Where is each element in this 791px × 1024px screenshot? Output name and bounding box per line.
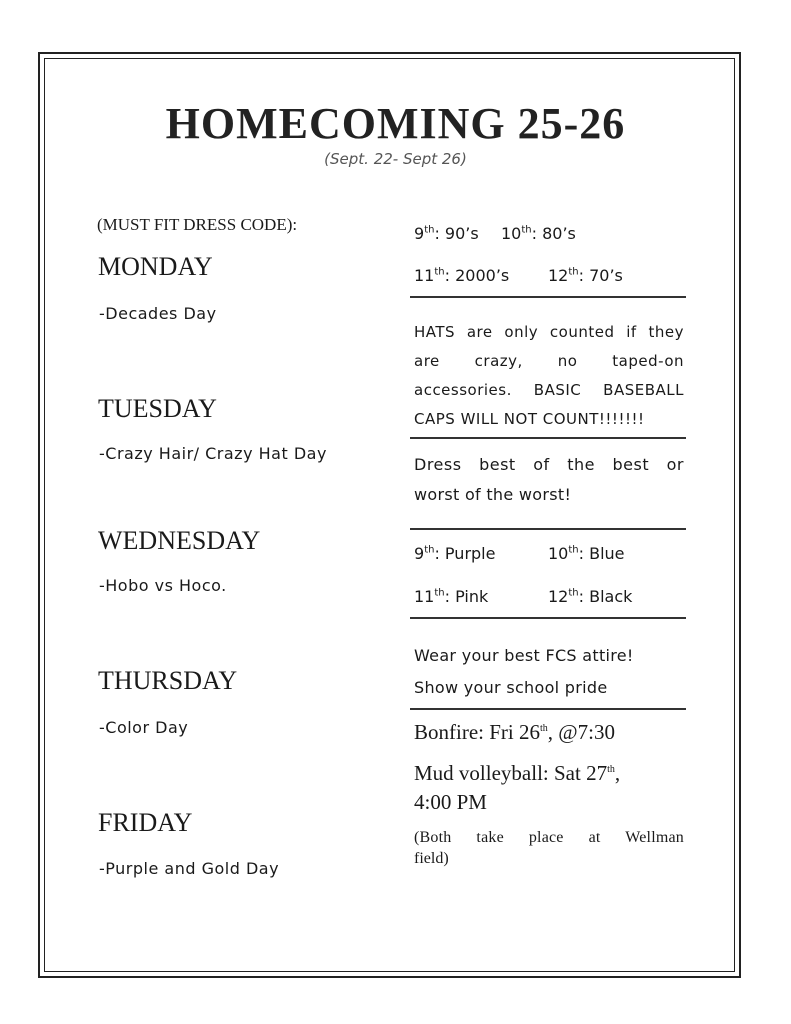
grade-9-monday: 9th: 90’s [414, 224, 479, 243]
mud-volleyball-time: 4:00 PM [414, 790, 487, 814]
tuesday-detail-line-4: CAPS WILL NOT COUNT!!!!!!! [414, 410, 645, 428]
location-line-2: field) [414, 850, 449, 867]
grade-10-thursday: 10th: Blue [548, 544, 625, 563]
theme-friday: -Purple and Gold Day [99, 859, 280, 878]
grade-12-thursday: 12th: Black [548, 587, 633, 606]
date-range: (Sept. 22- Sept 26) [324, 150, 467, 168]
day-wednesday: WEDNESDAY [98, 526, 261, 555]
theme-wednesday: -Hobo vs Hoco. [99, 576, 227, 595]
divider-1 [410, 296, 686, 298]
divider-2 [410, 437, 686, 439]
theme-tuesday: -Crazy Hair/ Crazy Hat Day [99, 444, 327, 463]
tuesday-detail-line-2: are crazy, no taped-on [414, 352, 684, 370]
wednesday-detail-line-2: worst of the worst! [414, 485, 572, 504]
grade-11-thursday: 11th: Pink [414, 587, 489, 606]
bonfire-event: Bonfire: Fri 26th, @7:30 [414, 720, 615, 744]
mud-volleyball-event: Mud volleyball: Sat 27th, [414, 761, 621, 785]
grade-10-monday: 10th: 80’s [501, 224, 576, 243]
tuesday-detail-line-1: HATS are only counted if they [414, 323, 684, 341]
location-line-1: (Both take place at Wellman [414, 829, 684, 846]
theme-thursday: -Color Day [99, 718, 189, 737]
divider-5 [410, 708, 686, 710]
grade-9-thursday: 9th: Purple [414, 544, 496, 563]
day-tuesday: TUESDAY [98, 394, 217, 423]
divider-4 [410, 617, 686, 619]
tuesday-detail-line-3: accessories. BASIC BASEBALL [414, 381, 684, 399]
day-friday: FRIDAY [98, 808, 193, 837]
dress-code-note: (MUST FIT DRESS CODE): [97, 215, 298, 234]
day-monday: MONDAY [98, 252, 213, 281]
day-thursday: THURSDAY [98, 666, 238, 695]
divider-3 [410, 528, 686, 530]
grade-12-monday: 12th: 70’s [548, 266, 623, 285]
friday-detail-line-1: Wear your best FCS attire! [414, 646, 634, 665]
theme-monday: -Decades Day [99, 304, 217, 323]
wednesday-detail-line-1: Dress best of the best or [414, 455, 684, 474]
page-title: HOMECOMING 25-26 [165, 99, 626, 148]
grade-11-monday: 11th: 2000’s [414, 266, 510, 285]
friday-detail-line-2: Show your school pride [414, 678, 608, 697]
